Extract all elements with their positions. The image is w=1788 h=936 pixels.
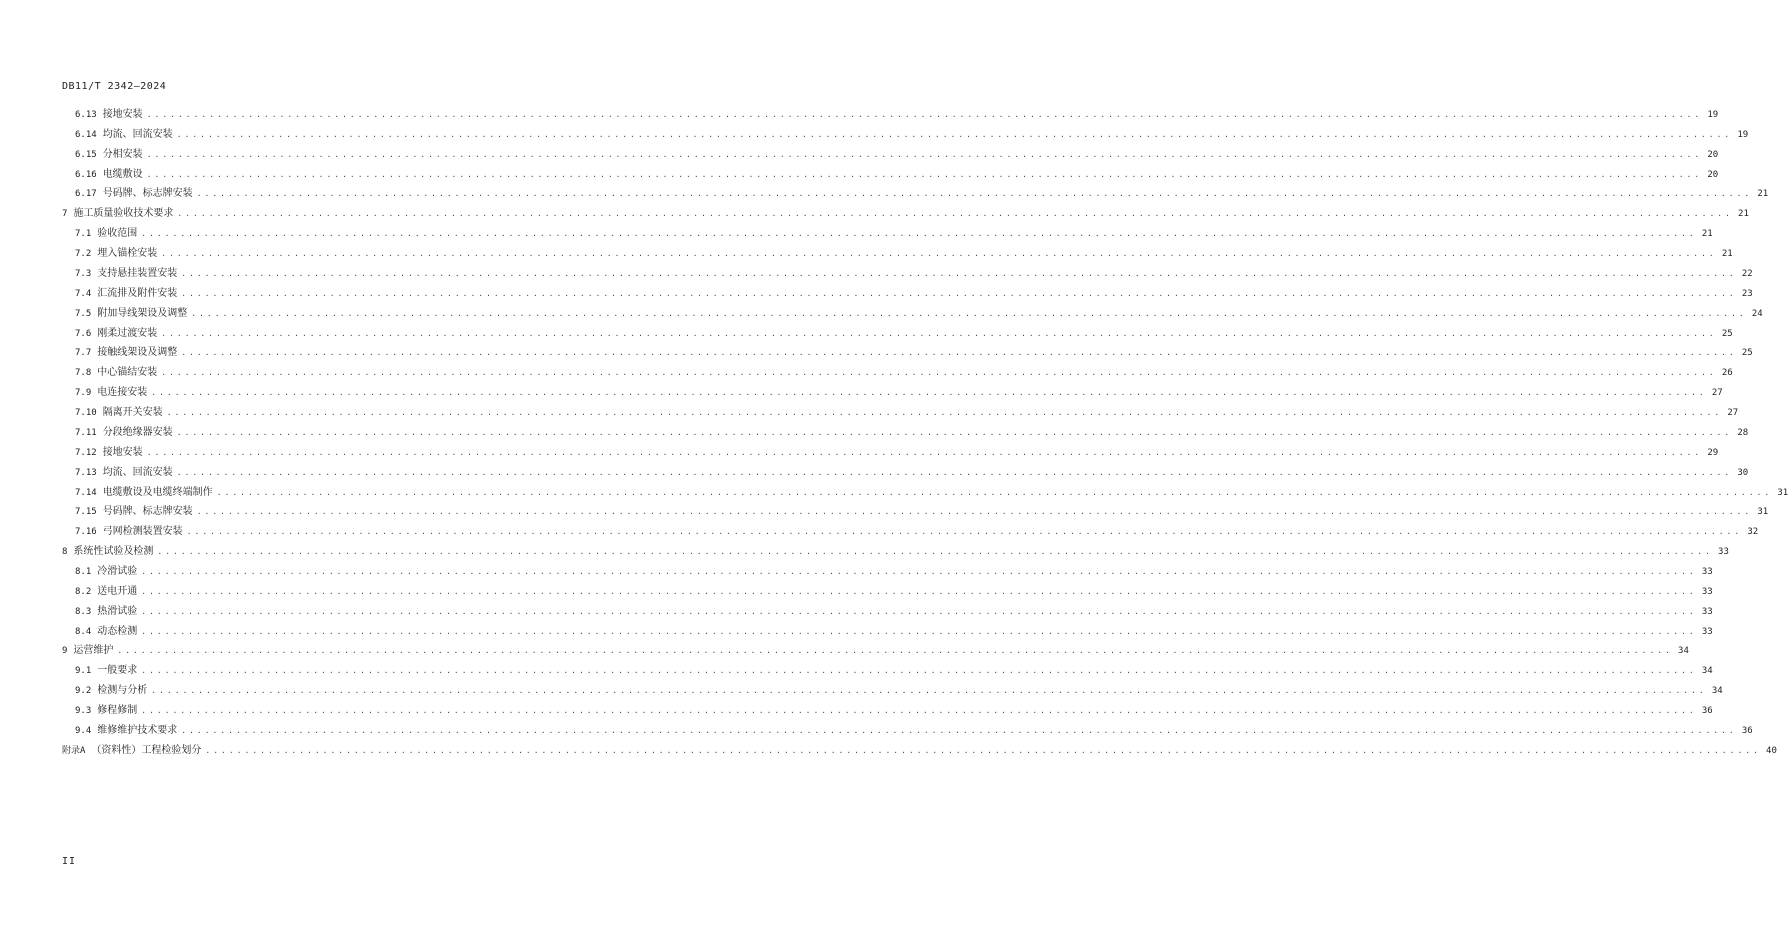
toc-entry[interactable]	[75, 266, 1753, 282]
toc-entry-title: 中心锚结安装	[97, 367, 158, 379]
toc-entry-title: 修程修制	[97, 705, 138, 717]
toc-entry[interactable]	[75, 425, 1749, 441]
toc-entry[interactable]	[62, 544, 1729, 560]
toc-dot-leader: .......................................................................................................................................................................................................	[161, 328, 1717, 338]
toc-entry-number: 7.13	[75, 467, 97, 478]
toc-dot-leader: .......................................................................................................................................................................................................	[117, 646, 1673, 656]
toc-entry-title: 电连接安装	[97, 387, 148, 399]
toc-entry[interactable]	[75, 127, 1749, 143]
toc-entry-page: 34	[1701, 666, 1713, 677]
toc-entry[interactable]	[75, 703, 1713, 719]
toc-dot-leader: .......................................................................................................................................................................................................	[181, 725, 1737, 735]
toc-entry-title: 号码牌、标志牌安装	[102, 506, 193, 518]
toc-entry-title: 均流、回流安装	[102, 466, 173, 478]
toc-entry-number: 7.11	[75, 427, 97, 438]
toc-entry-number: 7.9	[75, 388, 92, 399]
toc-entry[interactable]	[75, 524, 1759, 540]
toc-entry-number: 7.16	[75, 527, 97, 538]
toc-entry-page: 21	[1701, 229, 1713, 240]
toc-entry-title: 弓网检测装置安装	[102, 526, 183, 538]
toc-entry-page: 36	[1701, 706, 1713, 717]
toc-entry-page: 29	[1707, 447, 1719, 458]
toc-entry-number: 8.4	[75, 626, 92, 637]
page-number: II	[62, 856, 77, 867]
toc-entry-number: 附录A	[62, 745, 86, 756]
toc-entry[interactable]	[75, 385, 1723, 401]
toc-dot-leader: .......................................................................................................................................................................................................	[166, 408, 1723, 418]
toc-entry[interactable]	[75, 683, 1723, 699]
toc-entry-page: 33	[1701, 586, 1713, 597]
toc-dot-leader: .......................................................................................................................................................................................................	[176, 129, 1733, 139]
toc-entry-page: 33	[1701, 626, 1713, 637]
toc-entry-title: 分段绝缘器安装	[102, 426, 173, 438]
toc-entry-number: 8	[62, 547, 68, 558]
toc-entry-page: 20	[1707, 149, 1719, 160]
toc-entry-number: 7.2	[75, 249, 92, 260]
toc-entry[interactable]	[75, 465, 1749, 481]
toc-entry-number: 7.1	[75, 229, 92, 240]
toc-dot-leader: .......................................................................................................................................................................................................	[151, 686, 1707, 696]
toc-entry-number: 7.10	[75, 408, 97, 419]
toc-dot-leader: .......................................................................................................................................................................................................	[146, 149, 1703, 159]
toc-dot-leader: .......................................................................................................................................................................................................	[141, 626, 1697, 636]
toc-entry-number: 8.2	[75, 586, 92, 597]
toc-dot-leader: .......................................................................................................................................................................................................	[146, 110, 1703, 119]
toc-entry[interactable]	[75, 167, 1719, 183]
toc-entry-page: 20	[1707, 169, 1719, 180]
toc-entry-title: 热滑试验	[97, 605, 138, 617]
toc-entry-number: 6.17	[75, 189, 97, 200]
toc-entry-title: 附加导线架设及调整	[97, 307, 188, 319]
toc-entry-title: 维修维护技术要求	[97, 724, 178, 736]
toc-entry-number: 7.7	[75, 348, 92, 359]
toc-entry-page: 25	[1721, 328, 1733, 339]
toc-entry-title: 接触线架设及调整	[97, 347, 178, 359]
toc-entry-number: 6.14	[75, 129, 97, 140]
toc-entry-number: 6.15	[75, 149, 97, 160]
toc-entry[interactable]	[75, 286, 1753, 302]
toc-dot-leader: .......................................................................................................................................................................................................	[141, 606, 1697, 616]
toc-entry-number: 7.5	[75, 308, 92, 319]
toc-entry-page: 22	[1741, 268, 1753, 279]
toc-entry-page: 33	[1718, 547, 1729, 558]
toc-dot-leader: .......................................................................................................................................................................................................	[141, 567, 1697, 576]
toc-entry-number: 7.6	[75, 328, 92, 339]
toc-entry-number: 9	[62, 646, 68, 657]
toc-entry-number: 9.4	[75, 725, 92, 736]
toc-entry-page: 36	[1741, 725, 1753, 736]
toc-entry[interactable]	[75, 147, 1719, 163]
toc-dot-leader: .......................................................................................................................................................................................................	[151, 388, 1707, 398]
toc-entry-title: 隔离开关安装	[102, 407, 163, 419]
toc-entry-title: 刚柔过渡安装	[97, 327, 158, 339]
toc-entry-page: 27	[1727, 408, 1739, 419]
toc-dot-leader: .......................................................................................................................................................................................................	[146, 169, 1703, 179]
toc-entry-number: 9.2	[75, 686, 92, 697]
toc-entry[interactable]	[62, 206, 1749, 222]
toc-dot-leader: .......................................................................................................................................................................................................	[181, 268, 1737, 278]
toc-entry[interactable]	[62, 743, 1777, 759]
toc-entry-page: 40	[1766, 745, 1777, 756]
toc-entry[interactable]	[75, 345, 1753, 361]
toc-entry-title: 动态检测	[97, 625, 138, 637]
toc-dot-leader: .......................................................................................................................................................................................................	[177, 209, 1733, 219]
toc-entry-page: 24	[1751, 308, 1763, 319]
toc-entry[interactable]	[75, 107, 1719, 123]
toc-entry-number: 7	[62, 209, 68, 220]
toc-entry[interactable]	[62, 643, 1689, 659]
toc-entry-title: 支持悬挂装置安装	[97, 267, 178, 279]
toc-entry[interactable]	[75, 604, 1713, 620]
toc-entry[interactable]	[75, 584, 1713, 600]
toc-entry-title: 接地安装	[102, 446, 143, 458]
toc-entry-page: 21	[1738, 209, 1749, 220]
toc-dot-leader: .......................................................................................................................................................................................................	[141, 229, 1697, 239]
toc-entry-title: 送电开通	[97, 585, 138, 597]
toc-entry[interactable]	[75, 246, 1733, 262]
toc-entry-page: 19	[1707, 110, 1719, 120]
toc-entry-page: 19	[1737, 129, 1749, 140]
toc-entry-page: 21	[1757, 189, 1769, 200]
toc-entry-page: 28	[1737, 427, 1749, 438]
toc-entry[interactable]	[75, 186, 1769, 202]
toc-entry-title: 电缆敷设及电缆终端制作	[102, 486, 213, 498]
toc-entry-title: 冷滑试验	[97, 566, 138, 577]
toc-entry-number: 8.3	[75, 606, 92, 617]
toc-entry[interactable]	[75, 504, 1769, 520]
toc-entry-page: 30	[1737, 467, 1749, 478]
toc-entry-number: 7.12	[75, 447, 97, 458]
toc-dot-leader: .......................................................................................................................................................................................................	[186, 527, 1743, 537]
toc-entry-page: 21	[1721, 249, 1733, 260]
toc-dot-leader: .......................................................................................................................................................................................................	[157, 547, 1713, 557]
toc-entry[interactable]	[75, 723, 1753, 739]
toc-dot-leader: .......................................................................................................................................................................................................	[181, 288, 1737, 298]
toc-entry-title: 分相安装	[102, 148, 143, 160]
toc-entry-title: （资料性）工程检验划分	[91, 744, 202, 756]
toc-dot-leader: .......................................................................................................................................................................................................	[181, 348, 1737, 358]
toc-entry-page: 23	[1741, 288, 1753, 299]
toc-entry-number: 7.15	[75, 507, 97, 518]
toc-dot-leader: .......................................................................................................................................................................................................	[176, 427, 1733, 437]
toc-entry-title: 号码牌、标志牌安装	[102, 188, 193, 200]
toc-dot-leader: .......................................................................................................................................................................................................	[191, 308, 1747, 318]
toc-entry-title: 汇流排及附件安装	[97, 287, 178, 299]
toc-entry[interactable]	[75, 663, 1713, 679]
toc-entry-number: 6.16	[75, 169, 97, 180]
toc-entry-number: 9.3	[75, 706, 92, 717]
toc-dot-leader: .......................................................................................................................................................................................................	[205, 745, 1761, 755]
toc-dot-leader: .......................................................................................................................................................................................................	[141, 666, 1697, 676]
toc-entry-title: 验收范围	[97, 228, 138, 240]
toc-dot-leader: .......................................................................................................................................................................................................	[141, 706, 1697, 716]
toc-entry-page: 25	[1741, 348, 1753, 359]
toc-entry-title: 一般要求	[97, 665, 138, 677]
toc-dot-leader: .......................................................................................................................................................................................................	[141, 586, 1697, 596]
toc-entry[interactable]	[75, 445, 1719, 461]
toc-entry-page: 34	[1678, 646, 1689, 657]
toc-dot-leader: .......................................................................................................................................................................................................	[176, 467, 1733, 477]
document-code: DB11/T 2342—2024	[62, 81, 167, 92]
toc-entry-number: 6.13	[75, 110, 97, 120]
toc-entry[interactable]	[75, 365, 1733, 381]
toc-entry-page: 34	[1711, 686, 1723, 697]
toc-entry-title: 电缆敷设	[102, 168, 143, 180]
toc-entry[interactable]	[75, 326, 1733, 342]
toc-entry-page: 31	[1777, 487, 1788, 498]
toc-entry-number: 7.14	[75, 487, 97, 498]
toc-entry-number: 8.1	[75, 567, 92, 577]
toc-entry[interactable]	[75, 306, 1763, 322]
toc-entry-title: 接地安装	[102, 109, 143, 120]
toc-entry-title: 均流、回流安装	[102, 128, 173, 140]
toc-entry-page: 26	[1721, 368, 1733, 379]
toc-dot-leader: .......................................................................................................................................................................................................	[146, 447, 1703, 457]
toc-entry-title: 运营维护	[73, 645, 114, 657]
toc-dot-leader: .......................................................................................................................................................................................................	[161, 249, 1717, 259]
toc-entry-title: 施工质量验收技术要求	[73, 208, 174, 220]
toc-entry-title: 系统性试验及检测	[73, 546, 154, 558]
toc-dot-leader: .......................................................................................................................................................................................................	[161, 368, 1717, 378]
toc-entry-page: 33	[1701, 567, 1713, 577]
toc-dot-leader: .......................................................................................................................................................................................................	[216, 487, 1773, 497]
toc-entry-page: 32	[1747, 527, 1759, 538]
toc-entry-title: 检测与分析	[97, 685, 148, 697]
toc-entry[interactable]	[75, 405, 1739, 421]
toc-entry[interactable]	[75, 624, 1713, 640]
toc-entry-number: 7.8	[75, 368, 92, 379]
toc-entry[interactable]	[75, 564, 1713, 580]
toc-entry[interactable]	[75, 485, 1788, 501]
toc-entry-number: 9.1	[75, 666, 92, 677]
toc-dot-leader: .......................................................................................................................................................................................................	[196, 507, 1753, 517]
toc-dot-leader: .......................................................................................................................................................................................................	[196, 189, 1753, 199]
toc-entry-number: 7.4	[75, 288, 92, 299]
toc-entry-page: 27	[1711, 388, 1723, 399]
toc-entry-title: 埋入锚栓安装	[97, 248, 158, 260]
toc-entry[interactable]	[75, 226, 1713, 242]
toc-entry-number: 7.3	[75, 268, 92, 279]
toc-entry-page: 31	[1757, 507, 1769, 518]
toc-entry-page: 33	[1701, 606, 1713, 617]
